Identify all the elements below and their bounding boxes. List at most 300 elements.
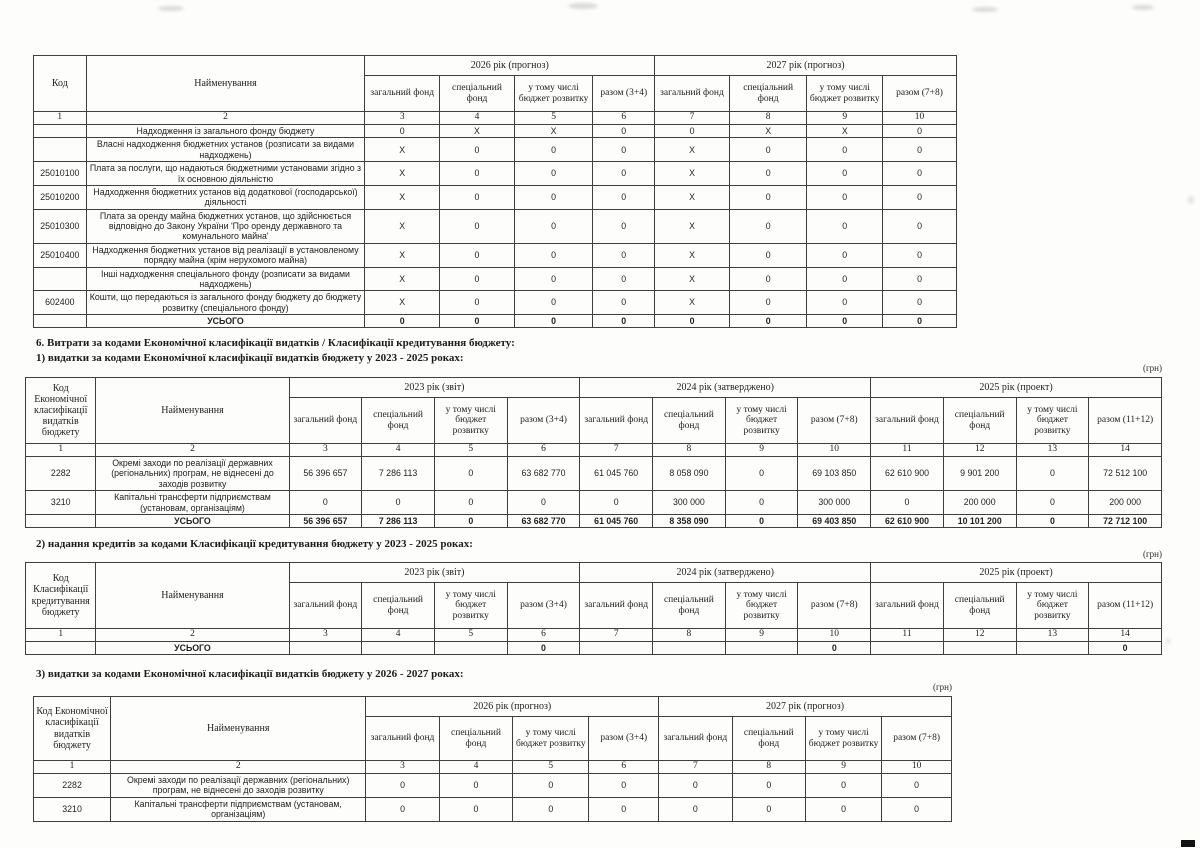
code-cell <box>26 642 96 655</box>
fund-column-header: загальний фонд <box>871 583 944 629</box>
scan-smudge <box>972 7 998 12</box>
value-cell: 0 <box>883 162 957 186</box>
fund-column-header: спеціальний фонд <box>362 398 435 444</box>
value-cell: 62 610 900 <box>871 457 944 491</box>
value-cell: X <box>655 267 730 291</box>
year-group-header: 2023 рік (звіт) <box>289 378 580 398</box>
value-cell: 0 <box>883 243 957 267</box>
value-cell: 0 <box>883 209 957 243</box>
name-cell: Інші надходження спеціального фонду (розписати за видами надходжень) <box>86 267 365 291</box>
column-number: 7 <box>659 761 732 774</box>
value-cell: 0 <box>440 267 515 291</box>
fund-column-header: загальний фонд <box>871 398 944 444</box>
code-cell: 602400 <box>34 291 87 315</box>
total-value-cell <box>289 642 362 655</box>
name-cell: Плата за оренду майна бюджетних установ, що здійснюється відповідно до Закону України 'Про оренду державного та комунального майна' <box>86 209 365 243</box>
fund-column-header: у тому числі бюджет розвитку <box>1016 583 1089 629</box>
column-number: 3 <box>366 761 439 774</box>
total-value-cell: 0 <box>883 315 957 328</box>
total-value-cell <box>434 642 507 655</box>
value-cell: 0 <box>882 774 952 798</box>
column-number: 9 <box>725 629 798 642</box>
value-cell: 0 <box>729 267 807 291</box>
fund-column-header: спеціальний фонд <box>732 717 805 761</box>
value-cell: 0 <box>729 291 807 315</box>
scan-smudge <box>1132 5 1154 10</box>
value-cell: 0 <box>729 243 807 267</box>
name-cell: Окремі заходи по реалізації державних (регіональних) програм, не віднесені до заходів розвитку <box>96 457 289 491</box>
total-value-cell: 0 <box>507 642 580 655</box>
year-group-header: 2025 рік (проект) <box>871 378 1162 398</box>
value-cell: 0 <box>883 138 957 162</box>
column-number: 11 <box>871 629 944 642</box>
value-cell: 0 <box>514 162 592 186</box>
column-number: 6 <box>507 629 580 642</box>
value-cell: 0 <box>729 209 807 243</box>
value-cell: 0 <box>593 209 655 243</box>
fund-column-header: разом (11+12) <box>1089 583 1162 629</box>
expenses-2023-2025-table <box>25 377 1162 528</box>
table-row <box>26 457 1162 491</box>
value-cell: 0 <box>434 457 507 491</box>
column-number: 1 <box>34 761 111 774</box>
total-label: УСЬОГО <box>96 514 289 527</box>
currency-unit-label: (грн) <box>1142 363 1162 373</box>
value-cell: 0 <box>807 243 883 267</box>
total-value-cell: 0 <box>365 315 440 328</box>
value-cell: 0 <box>440 243 515 267</box>
total-value-cell: 0 <box>593 315 655 328</box>
currency-unit-label: (грн) <box>932 682 952 692</box>
fund-column-header: разом (11+12) <box>1089 398 1162 444</box>
value-cell: 0 <box>439 774 512 798</box>
total-value-cell: 0 <box>1089 642 1162 655</box>
column-number: 2 <box>86 112 365 125</box>
column-number: 1 <box>26 629 96 642</box>
column-number: 3 <box>289 444 362 457</box>
name-cell: Надходження із загального фонду бюджету <box>86 125 365 138</box>
value-cell: 0 <box>366 797 439 821</box>
value-cell: 0 <box>729 138 807 162</box>
total-value-cell: 0 <box>807 315 883 328</box>
fund-column-header: загальний фонд <box>580 583 653 629</box>
value-cell: X <box>514 125 592 138</box>
fund-column-header: загальний фонд <box>366 717 439 761</box>
table-row <box>34 162 957 186</box>
year-group-header: 2026 рік (прогноз) <box>366 697 659 717</box>
table-row <box>34 209 957 243</box>
value-cell: 61 045 760 <box>580 457 653 491</box>
column-number: 5 <box>434 629 507 642</box>
fund-column-header: разом (7+8) <box>798 398 871 444</box>
name-cell: Надходження бюджетних установ від додаткової (господарської) діяльності <box>86 185 365 209</box>
fund-column-header: загальний фонд <box>289 398 362 444</box>
total-value-cell <box>580 642 653 655</box>
value-cell: X <box>655 162 730 186</box>
total-value-cell: 61 045 760 <box>580 514 653 527</box>
code-column-header: Код Економічної класифікації видатків бюджету <box>26 378 96 444</box>
column-number: 7 <box>580 629 653 642</box>
expenses-2026-2027-table <box>33 696 952 822</box>
column-number: 4 <box>439 761 512 774</box>
value-cell: 7 286 113 <box>362 457 435 491</box>
column-number: 1 <box>26 444 96 457</box>
scan-smudge <box>568 3 598 9</box>
value-cell: X <box>365 138 440 162</box>
fund-column-header: разом (7+8) <box>883 76 957 112</box>
year-group-header: 2026 рік (прогноз) <box>365 56 655 76</box>
value-cell: 0 <box>593 185 655 209</box>
value-cell: 0 <box>883 291 957 315</box>
total-value-cell: 56 396 657 <box>289 514 362 527</box>
code-column-header: Код Класифікації кредитування бюджету <box>26 563 96 629</box>
value-cell: 0 <box>514 185 592 209</box>
column-number: 3 <box>365 112 440 125</box>
column-number: 14 <box>1089 444 1162 457</box>
value-cell: 0 <box>440 291 515 315</box>
value-cell: 0 <box>659 774 732 798</box>
scan-speck <box>1166 638 1171 644</box>
column-number: 8 <box>653 629 726 642</box>
fund-column-header: у тому числі бюджет розвитку <box>434 583 507 629</box>
value-cell: 0 <box>807 291 883 315</box>
value-cell: 0 <box>593 162 655 186</box>
fund-column-header: у тому числі бюджет розвитку <box>725 583 798 629</box>
total-value-cell: 0 <box>1016 514 1089 527</box>
total-value-cell <box>725 642 798 655</box>
total-value-cell <box>362 642 435 655</box>
fund-column-header: спеціальний фонд <box>943 398 1016 444</box>
scan-smudge <box>158 6 184 11</box>
value-cell: 0 <box>807 138 883 162</box>
fund-column-header: спеціальний фонд <box>440 76 515 112</box>
value-cell: 0 <box>589 797 659 821</box>
value-cell: 0 <box>514 291 592 315</box>
value-cell: 0 <box>807 162 883 186</box>
column-number: 10 <box>883 112 957 125</box>
fund-column-header: у тому числі бюджет розвитку <box>513 717 589 761</box>
value-cell: 0 <box>883 125 957 138</box>
value-cell: 69 103 850 <box>798 457 871 491</box>
column-number: 3 <box>289 629 362 642</box>
column-number: 4 <box>362 629 435 642</box>
table-row <box>34 267 957 291</box>
column-number: 9 <box>807 112 883 125</box>
value-cell: X <box>655 138 730 162</box>
name-cell: Капітальні трансферти підприємствам (установам, організаціям) <box>96 491 289 515</box>
column-number: 5 <box>513 761 589 774</box>
table-row <box>34 291 957 315</box>
code-cell: 25010300 <box>34 209 87 243</box>
column-number: 9 <box>806 761 882 774</box>
name-cell: Плата за послуги, що надаються бюджетними установами згідно з їх основною діяльністю <box>86 162 365 186</box>
value-cell: 0 <box>725 491 798 515</box>
total-value-cell: 72 712 100 <box>1089 514 1162 527</box>
column-number: 4 <box>440 112 515 125</box>
total-value-cell: 0 <box>725 514 798 527</box>
value-cell: 0 <box>593 267 655 291</box>
year-group-header: 2023 рік (звіт) <box>289 563 580 583</box>
fund-column-header: у тому числі бюджет розвитку <box>514 76 592 112</box>
name-column-header: Найменування <box>96 563 289 629</box>
fund-column-header: разом (3+4) <box>507 398 580 444</box>
value-cell: 300 000 <box>798 491 871 515</box>
value-cell: 0 <box>593 125 655 138</box>
column-number: 8 <box>729 112 807 125</box>
name-cell: Кошти, що передаються із загального фонду бюджету до бюджету розвитку (спеціального фонду) <box>86 291 365 315</box>
value-cell: 0 <box>439 797 512 821</box>
fund-column-header: загальний фонд <box>365 76 440 112</box>
column-number: 5 <box>514 112 592 125</box>
total-value-cell: 0 <box>440 315 515 328</box>
value-cell: 0 <box>365 125 440 138</box>
code-cell <box>34 267 87 291</box>
fund-column-header: загальний фонд <box>289 583 362 629</box>
code-cell: 3210 <box>26 491 96 515</box>
column-number: 2 <box>96 444 289 457</box>
table-row <box>34 185 957 209</box>
scan-corner-mark <box>1181 840 1195 847</box>
value-cell: 0 <box>729 185 807 209</box>
fund-column-header: у тому числі бюджет розвитку <box>807 76 883 112</box>
code-cell: 2282 <box>26 457 96 491</box>
fund-column-header: спеціальний фонд <box>653 398 726 444</box>
table-row <box>34 138 957 162</box>
value-cell: 0 <box>807 209 883 243</box>
column-number: 12 <box>943 444 1016 457</box>
code-column-header: Код <box>34 56 87 112</box>
name-cell: Надходження бюджетних установ від реалізації в установленому порядку майна (крім нерухомого майна) <box>86 243 365 267</box>
year-group-header: 2027 рік (прогноз) <box>659 697 952 717</box>
fund-column-header: разом (3+4) <box>507 583 580 629</box>
total-value-cell: 8 358 090 <box>653 514 726 527</box>
value-cell: 0 <box>729 162 807 186</box>
value-cell: 0 <box>362 491 435 515</box>
column-number: 8 <box>732 761 805 774</box>
column-number: 6 <box>593 112 655 125</box>
fund-column-header: спеціальний фонд <box>362 583 435 629</box>
code-cell: 25010200 <box>34 185 87 209</box>
value-cell: 63 682 770 <box>507 457 580 491</box>
value-cell: X <box>365 267 440 291</box>
fund-column-header: спеціальний фонд <box>729 76 807 112</box>
total-value-cell: 0 <box>655 315 730 328</box>
value-cell: X <box>365 291 440 315</box>
code-cell: 2282 <box>34 774 111 798</box>
column-number: 2 <box>96 629 289 642</box>
value-cell: 9 901 200 <box>943 457 1016 491</box>
value-cell: 0 <box>514 243 592 267</box>
total-value-cell <box>653 642 726 655</box>
column-number: 7 <box>580 444 653 457</box>
total-row <box>26 642 1162 655</box>
name-cell: Окремі заходи по реалізації державних (регіональних) програм, не віднесені до заходів розвитку <box>111 774 366 798</box>
value-cell: 0 <box>593 291 655 315</box>
column-number: 11 <box>871 444 944 457</box>
total-value-cell: 62 610 900 <box>871 514 944 527</box>
scan-speck <box>1188 196 1194 204</box>
code-cell <box>34 315 87 328</box>
column-number: 13 <box>1016 629 1089 642</box>
value-cell: 0 <box>589 774 659 798</box>
value-cell: 0 <box>514 267 592 291</box>
fund-column-header: загальний фонд <box>659 717 732 761</box>
value-cell: 0 <box>883 267 957 291</box>
code-cell: 25010400 <box>34 243 87 267</box>
value-cell: 0 <box>871 491 944 515</box>
value-cell: X <box>365 243 440 267</box>
code-column-header: Код Економічної класифікації видатків бюджету <box>34 697 111 761</box>
column-number: 13 <box>1016 444 1089 457</box>
total-value-cell: 0 <box>798 642 871 655</box>
table-row <box>26 491 1162 515</box>
column-number: 5 <box>434 444 507 457</box>
total-row <box>26 514 1162 527</box>
currency-unit-label: (грн) <box>1142 549 1162 559</box>
code-cell <box>34 138 87 162</box>
value-cell: X <box>807 125 883 138</box>
table-row <box>34 243 957 267</box>
code-cell <box>34 125 87 138</box>
column-number: 10 <box>798 444 871 457</box>
total-value-cell: 7 286 113 <box>362 514 435 527</box>
value-cell: 0 <box>440 138 515 162</box>
value-cell: 0 <box>440 162 515 186</box>
year-group-header: 2024 рік (затверджено) <box>580 563 871 583</box>
value-cell: 0 <box>806 797 882 821</box>
total-row <box>34 315 957 328</box>
fund-column-header: у тому числі бюджет розвитку <box>806 717 882 761</box>
value-cell: 0 <box>659 797 732 821</box>
column-number: 2 <box>111 761 366 774</box>
fund-column-header: разом (7+8) <box>798 583 871 629</box>
value-cell: 8 058 090 <box>653 457 726 491</box>
value-cell: 0 <box>366 774 439 798</box>
total-value-cell <box>943 642 1016 655</box>
value-cell: X <box>440 125 515 138</box>
value-cell: 200 000 <box>943 491 1016 515</box>
value-cell: 0 <box>725 457 798 491</box>
name-cell: Капітальні трансферти підприємствам (установам, організаціям) <box>111 797 366 821</box>
total-value-cell <box>871 642 944 655</box>
credits-2023-2025-table <box>25 562 1162 655</box>
fund-column-header: разом (7+8) <box>882 717 952 761</box>
fund-column-header: у тому числі бюджет розвитку <box>434 398 507 444</box>
column-number: 7 <box>655 112 730 125</box>
value-cell: 0 <box>440 185 515 209</box>
code-cell <box>26 514 96 527</box>
value-cell: X <box>655 243 730 267</box>
value-cell: 0 <box>806 774 882 798</box>
total-value-cell: 0 <box>514 315 592 328</box>
value-cell: 0 <box>434 491 507 515</box>
column-number: 6 <box>589 761 659 774</box>
fund-column-header: загальний фонд <box>655 76 730 112</box>
column-number: 8 <box>653 444 726 457</box>
value-cell: 0 <box>593 138 655 162</box>
fund-column-header: у тому числі бюджет розвитку <box>1016 398 1089 444</box>
column-number: 12 <box>943 629 1016 642</box>
value-cell: 0 <box>440 209 515 243</box>
subsection-2-heading: 2) надання кредитів за кодами Класифікації кредитування бюджету у 2023 - 2025 роках: <box>36 538 473 550</box>
code-cell: 3210 <box>34 797 111 821</box>
total-label: УСЬОГО <box>96 642 289 655</box>
special-fund-revenues-forecast-table <box>33 55 957 328</box>
value-cell: 0 <box>1016 457 1089 491</box>
column-number: 10 <box>882 761 952 774</box>
year-group-header: 2027 рік (прогноз) <box>655 56 957 76</box>
name-column-header: Найменування <box>111 697 366 761</box>
value-cell: 0 <box>507 491 580 515</box>
column-number: 14 <box>1089 629 1162 642</box>
value-cell: X <box>365 209 440 243</box>
name-cell: Власні надходження бюджетних установ (розписати за видами надходжень) <box>86 138 365 162</box>
total-label: УСЬОГО <box>86 315 365 328</box>
value-cell: 0 <box>732 797 805 821</box>
table-row <box>34 774 952 798</box>
value-cell: X <box>655 291 730 315</box>
value-cell: 0 <box>807 267 883 291</box>
fund-column-header: разом (3+4) <box>589 717 659 761</box>
value-cell: X <box>365 185 440 209</box>
value-cell: 72 512 100 <box>1089 457 1162 491</box>
section-6-heading: 6. Витрати за кодами Економічної класифікації видатків / Класифікації кредитування бюджету: <box>36 337 515 349</box>
year-group-header: 2025 рік (проект) <box>871 563 1162 583</box>
name-column-header: Найменування <box>96 378 289 444</box>
total-value-cell <box>1016 642 1089 655</box>
column-number: 10 <box>798 629 871 642</box>
subsection-3-heading: 3) видатки за кодами Економічної класифікації видатків бюджету у 2026 - 2027 роках: <box>36 668 464 680</box>
value-cell: 0 <box>289 491 362 515</box>
column-number: 6 <box>507 444 580 457</box>
fund-column-header: спеціальний фонд <box>653 583 726 629</box>
fund-column-header: спеціальний фонд <box>439 717 512 761</box>
value-cell: 200 000 <box>1089 491 1162 515</box>
column-number: 4 <box>362 444 435 457</box>
value-cell: 0 <box>655 125 730 138</box>
total-value-cell: 69 403 850 <box>798 514 871 527</box>
value-cell: 0 <box>580 491 653 515</box>
value-cell: 0 <box>593 243 655 267</box>
code-cell: 25010100 <box>34 162 87 186</box>
total-value-cell: 10 101 200 <box>943 514 1016 527</box>
fund-column-header: разом (3+4) <box>593 76 655 112</box>
value-cell: X <box>655 185 730 209</box>
total-value-cell: 0 <box>729 315 807 328</box>
fund-column-header: у тому числі бюджет розвитку <box>725 398 798 444</box>
column-number: 9 <box>725 444 798 457</box>
year-group-header: 2024 рік (затверджено) <box>580 378 871 398</box>
table-row <box>34 797 952 821</box>
value-cell: X <box>729 125 807 138</box>
value-cell: 0 <box>513 797 589 821</box>
value-cell: 0 <box>1016 491 1089 515</box>
value-cell: 300 000 <box>653 491 726 515</box>
subsection-1-heading: 1) видатки за кодами Економічної класифікації видатків бюджету у 2023 - 2025 роках: <box>36 352 464 364</box>
value-cell: 0 <box>732 774 805 798</box>
value-cell: X <box>365 162 440 186</box>
total-value-cell: 0 <box>434 514 507 527</box>
value-cell: 0 <box>882 797 952 821</box>
value-cell: 0 <box>883 185 957 209</box>
value-cell: X <box>655 209 730 243</box>
value-cell: 0 <box>513 774 589 798</box>
name-column-header: Найменування <box>86 56 365 112</box>
fund-column-header: спеціальний фонд <box>943 583 1016 629</box>
column-number: 1 <box>34 112 87 125</box>
value-cell: 0 <box>514 209 592 243</box>
total-value-cell: 63 682 770 <box>507 514 580 527</box>
